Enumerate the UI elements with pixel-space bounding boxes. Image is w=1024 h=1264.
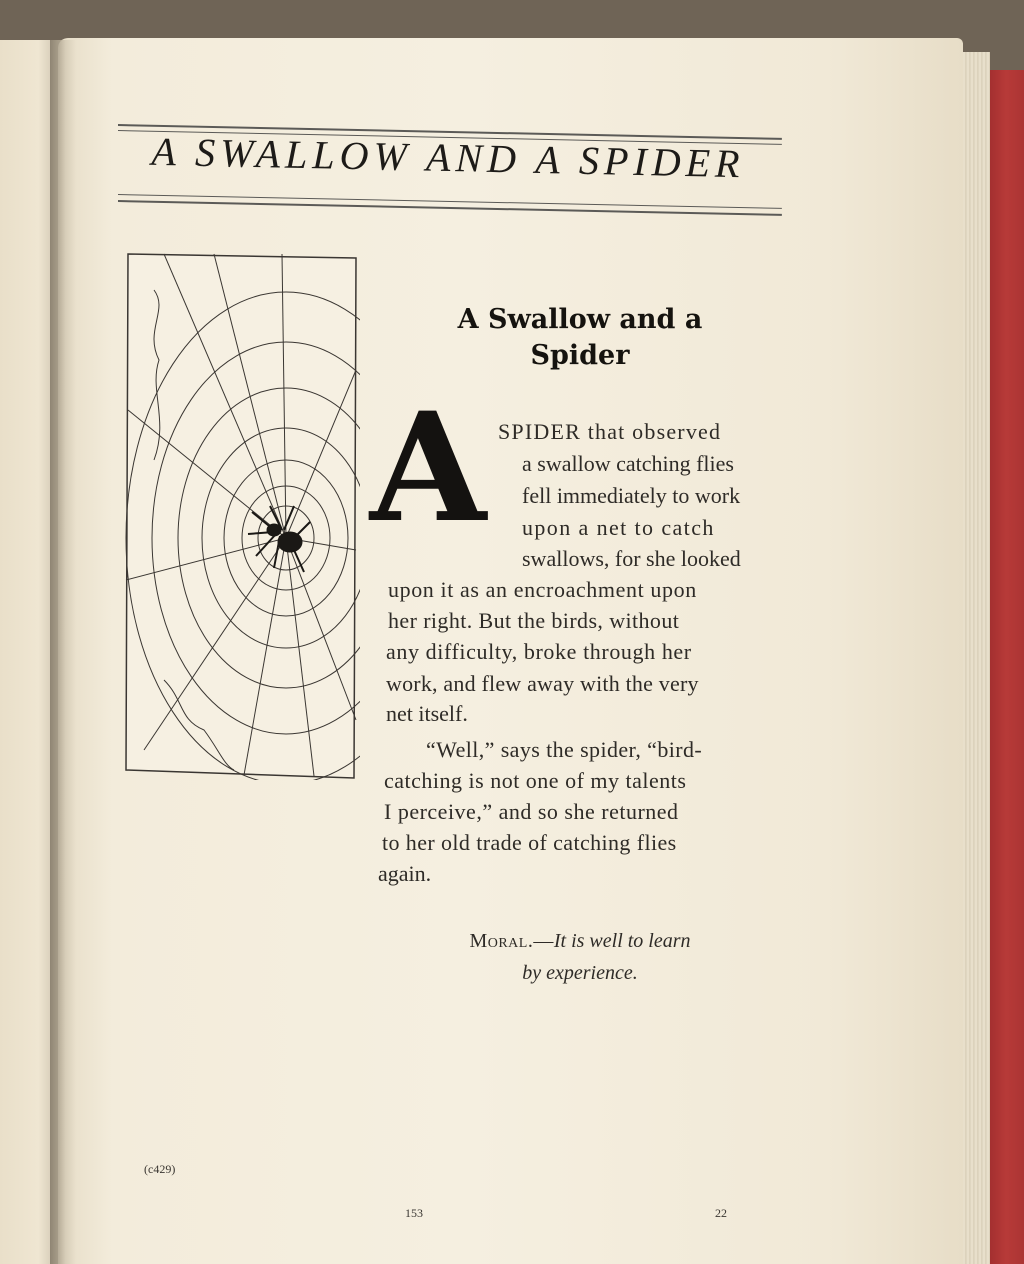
spider-web-illustration xyxy=(124,250,360,780)
story-line: work, and flew away with the very xyxy=(386,671,699,696)
spider-web-icon xyxy=(124,250,360,780)
story-line: catching is not one of my talents xyxy=(384,768,687,793)
drop-cap: A xyxy=(369,380,487,556)
story-line: fell immediately to work xyxy=(522,483,741,508)
story-title-line2: Spider xyxy=(530,340,630,371)
signature-mark: 22 xyxy=(715,1206,727,1220)
footer-note: (c429) xyxy=(144,1162,176,1176)
story-line: upon a net to catch xyxy=(522,515,715,540)
page-header xyxy=(118,122,786,218)
moral-label: Moral.— xyxy=(469,930,554,952)
story-title-line1: A Swallow and a xyxy=(457,304,703,335)
moral-text-2: by experience. xyxy=(522,962,638,984)
story-line: again. xyxy=(378,861,432,886)
moral-line1 xyxy=(400,926,760,956)
page-number: 153 xyxy=(405,1206,423,1220)
story-line: upon it as an encroachment upon xyxy=(388,577,697,602)
story-line: “Well,” says the spider, “bird- xyxy=(426,737,703,762)
story-line: any difficulty, broke through her xyxy=(386,639,692,664)
moral-text-1: It is well to learn xyxy=(553,930,691,952)
story-line: a swallow catching flies xyxy=(522,451,734,476)
story-line: swallows, for she looked xyxy=(522,546,741,571)
book-gutter xyxy=(50,40,76,1264)
story-line: her right. But the birds, without xyxy=(388,608,680,633)
header-bottom-rule xyxy=(118,200,782,216)
story-line: net itself. xyxy=(386,701,468,726)
story-line: SPIDER that observed xyxy=(498,419,722,444)
story-line: I perceive,” and so she returned xyxy=(384,799,679,824)
story-line: to her old trade of catching flies xyxy=(382,830,677,855)
header-title: A SWALLOW AND A SPIDER xyxy=(151,128,745,187)
story-title xyxy=(400,302,760,374)
